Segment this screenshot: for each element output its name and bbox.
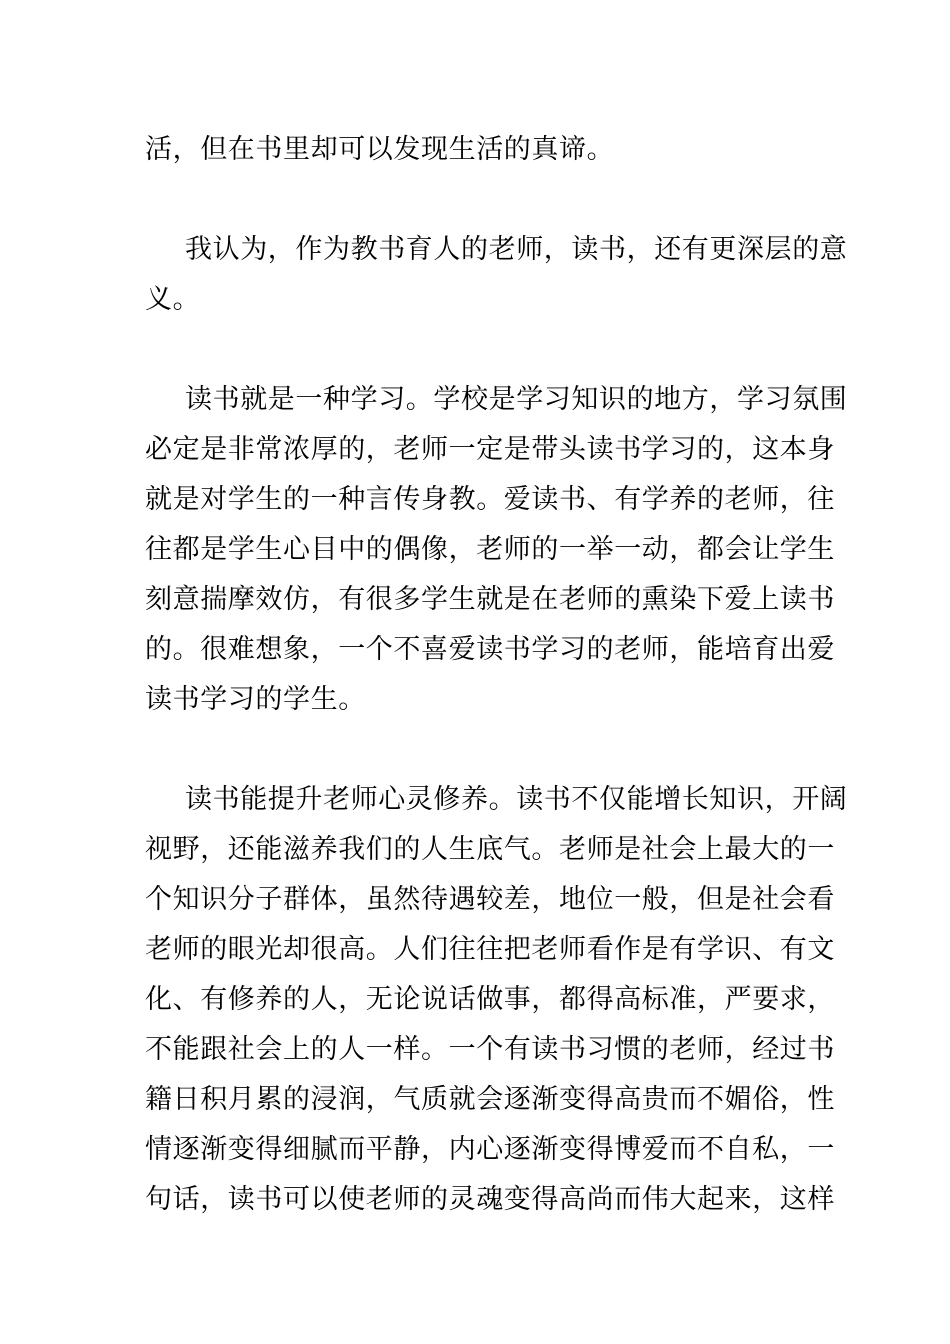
paragraph-3-line-5: 刻意揣摩效仿，有很多学生就是在老师的熏染下爱上读书 — [145, 584, 835, 615]
paragraph-4-line-1: 读书能提升老师心灵修养。读书不仅能增长知识，开阔 — [185, 784, 848, 815]
paragraph-3-line-1: 读书就是一种学习。学校是学习知识的地方，学习氛围 — [185, 384, 848, 415]
paragraph-1-line-1: 活，但在书里却可以发现生活的真谛。 — [145, 134, 615, 165]
paragraph-3-line-4: 往都是学生心目中的偶像，老师的一举一动，都会让学生 — [145, 534, 835, 565]
paragraph-4-line-9: 句话，读书可以使老师的灵魂变得高尚而伟大起来，这样 — [145, 1184, 835, 1215]
paragraph-4-line-2: 视野，还能滋养我们的人生底气。老师是社会上最大的一 — [145, 834, 835, 865]
paragraph-4-line-6: 不能跟社会上的人一样。一个有读书习惯的老师，经过书 — [145, 1034, 835, 1065]
paragraph-4-line-7: 籍日积月累的浸润，气质就会逐渐变得高贵而不媚俗，性 — [145, 1084, 835, 1115]
paragraph-3-line-6: 的。很难想象，一个不喜爱读书学习的老师，能培育出爱 — [145, 634, 835, 665]
paragraph-4-line-8: 情逐渐变得细腻而平静，内心逐渐变得博爱而不自私，一 — [145, 1134, 835, 1165]
paragraph-3-line-2: 必定是非常浓厚的，老师一定是带头读书学习的，这本身 — [145, 434, 835, 465]
paragraph-3-line-7: 读书学习的学生。 — [145, 684, 366, 715]
paragraph-4-line-5: 化、有修养的人，无论说话做事，都得高标准，严要求， — [145, 984, 835, 1015]
paragraph-4-line-4: 老师的眼光却很高。人们往往把老师看作是有学识、有文 — [145, 934, 835, 965]
paragraph-2-line-1: 我认为，作为教书育人的老师，读书，还有更深层的意 — [185, 234, 848, 265]
paragraph-4-line-3: 个知识分子群体，虽然待遇较差，地位一般，但是社会看 — [145, 884, 835, 915]
paragraph-3-line-3: 就是对学生的一种言传身教。爱读书、有学养的老师，往 — [145, 484, 835, 515]
paragraph-2-line-2: 义。 — [145, 284, 201, 315]
